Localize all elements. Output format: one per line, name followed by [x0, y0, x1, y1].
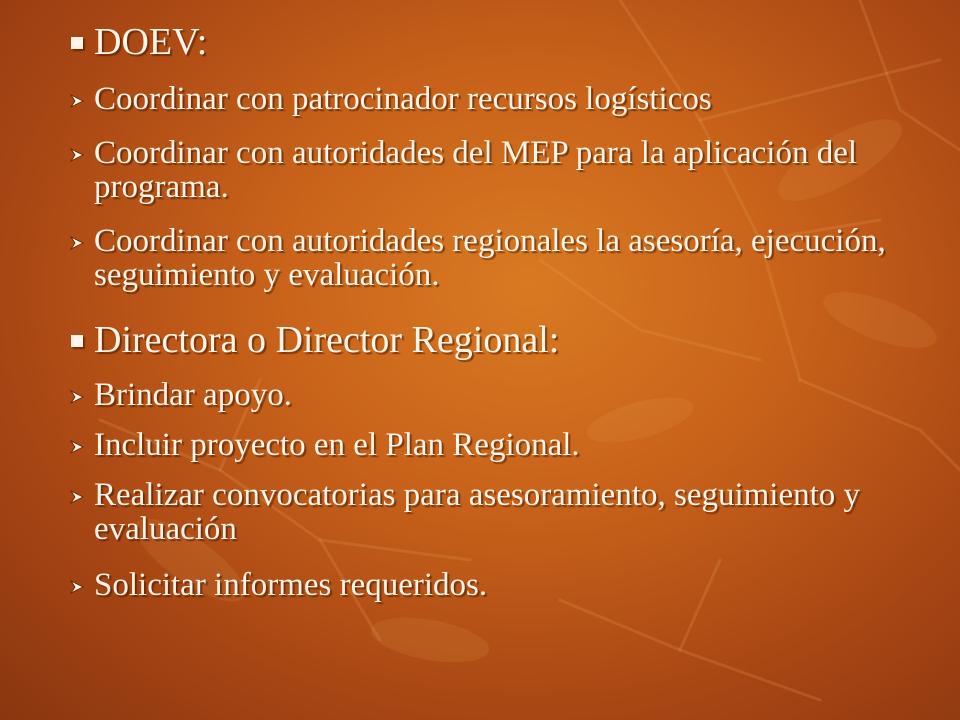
- bullet-text: Coordinar con autoridades regionales la asesoría, ejecución, seguimiento y evaluación.: [94, 223, 886, 293]
- bullet-item: [60, 378, 920, 412]
- section-heading-doev: [60, 22, 920, 62]
- bullet-text: Solicitar informes requeridos.: [94, 567, 488, 603]
- section-heading-director: [60, 320, 920, 360]
- bullet-text: Coordinar con patrocinador recursos logísticos: [94, 81, 712, 117]
- bullet-item: [60, 428, 920, 462]
- arrowhead-bullet-icon: [60, 224, 94, 251]
- bullet-text: Coordinar con autoridades del MEP para la aplicación del programa.: [94, 135, 858, 205]
- square-bullet-icon: [60, 320, 94, 347]
- bullet-item: [60, 136, 920, 204]
- heading-text: DOEV:: [94, 21, 208, 63]
- bullet-text: Incluir proyecto en el Plan Regional.: [94, 427, 580, 463]
- bullet-item: [60, 478, 920, 546]
- arrowhead-bullet-icon: [60, 428, 94, 455]
- arrowhead-bullet-icon: [60, 82, 94, 109]
- bullet-item: [60, 224, 920, 292]
- square-bullet-icon: [60, 22, 94, 49]
- arrowhead-bullet-icon: [60, 136, 94, 163]
- bullet-text: Brindar apoyo.: [94, 377, 292, 413]
- bullet-text: Realizar convocatorias para asesoramiento, seguimiento y evaluación: [94, 477, 861, 547]
- bullet-item: [60, 82, 920, 116]
- heading-text: Directora o Director Regional:: [94, 319, 560, 361]
- bullet-item: [60, 568, 920, 602]
- arrowhead-bullet-icon: [60, 568, 94, 595]
- arrowhead-bullet-icon: [60, 478, 94, 505]
- arrowhead-bullet-icon: [60, 378, 94, 405]
